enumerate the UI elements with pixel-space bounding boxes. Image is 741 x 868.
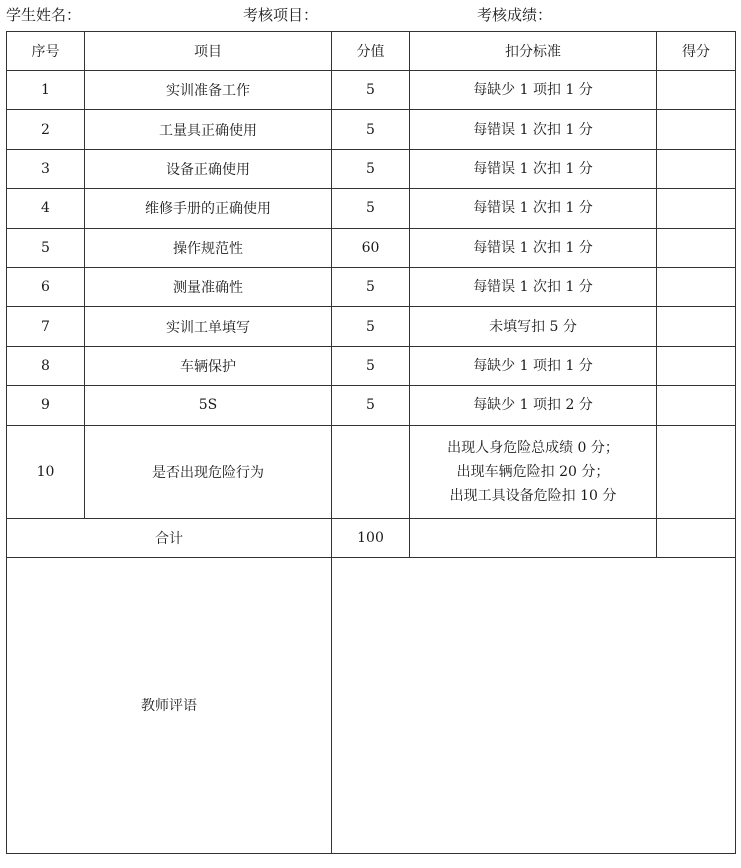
row-points: 5 — [332, 71, 410, 110]
row-no: 1 — [7, 71, 85, 110]
row-score[interactable] — [657, 307, 736, 346]
row-item: 车辆保护 — [85, 346, 332, 385]
criteria-line: 出现人身危险总成绩 0 分； — [447, 439, 619, 456]
row-item: 5S — [85, 386, 332, 425]
row-no: 6 — [7, 267, 85, 306]
table-row — [7, 110, 736, 149]
row-no: 9 — [7, 386, 85, 425]
row-points: 5 — [332, 110, 410, 149]
total-score-cell[interactable] — [657, 518, 736, 557]
row-score[interactable] — [657, 189, 736, 228]
criteria-line: 每错误 1 次扣 1 分 — [473, 279, 593, 296]
header-score: 得分 — [657, 32, 736, 71]
row-criteria — [410, 386, 657, 425]
row-points: 5 — [332, 386, 410, 425]
header-item: 项目 — [85, 32, 332, 71]
criteria-line: 每错误 1 次扣 1 分 — [473, 121, 593, 138]
row-item: 实训工单填写 — [85, 307, 332, 346]
comment-field[interactable] — [332, 557, 736, 853]
criteria-line: 出现车辆危险扣 20 分； — [456, 463, 610, 480]
row-points: 5 — [332, 307, 410, 346]
row-item: 维修手册的正确使用 — [85, 189, 332, 228]
row-no: 8 — [7, 346, 85, 385]
row-criteria — [410, 71, 657, 110]
header-criteria: 扣分标准 — [410, 32, 657, 71]
row-points: 5 — [332, 149, 410, 188]
criteria-line: 每错误 1 次扣 1 分 — [473, 160, 593, 177]
criteria-line: 每缺少 1 项扣 1 分 — [473, 82, 593, 99]
total-criteria-cell — [410, 518, 657, 557]
row-points: 5 — [332, 189, 410, 228]
criteria-line: 每缺少 1 项扣 2 分 — [473, 397, 593, 414]
total-points: 100 — [332, 518, 410, 557]
row-no: 2 — [7, 110, 85, 149]
row-item: 测量准确性 — [85, 267, 332, 306]
row-no: 3 — [7, 149, 85, 188]
row-no: 4 — [7, 189, 85, 228]
row-criteria — [410, 425, 657, 518]
row-score[interactable] — [657, 267, 736, 306]
header-points: 分值 — [332, 32, 410, 71]
comment-label: 教师评语 — [7, 557, 332, 853]
row-no: 7 — [7, 307, 85, 346]
table-header-row — [7, 32, 736, 71]
row-score[interactable] — [657, 110, 736, 149]
student-name-label: 学生姓名： — [6, 6, 82, 24]
evaluation-table — [6, 31, 736, 854]
row-score[interactable] — [657, 71, 736, 110]
row-criteria — [410, 189, 657, 228]
criteria-line: 出现工具设备危险扣 10 分 — [449, 487, 617, 504]
row-points: 5 — [332, 267, 410, 306]
table-row — [7, 386, 736, 425]
criteria-line: 每缺少 1 项扣 1 分 — [473, 357, 593, 374]
criteria-line: 每错误 1 次扣 1 分 — [473, 200, 593, 217]
comment-row — [7, 557, 736, 853]
form-header — [0, 4, 741, 26]
row-item: 是否出现危险行为 — [85, 425, 332, 518]
row-score[interactable] — [657, 386, 736, 425]
criteria-line: 未填写扣 5 分 — [489, 318, 577, 335]
row-no: 10 — [7, 425, 85, 518]
score-label: 考核成绩： — [477, 6, 553, 24]
table-row — [7, 149, 736, 188]
row-criteria — [410, 228, 657, 267]
total-label: 合计 — [7, 518, 332, 557]
table-row — [7, 71, 736, 110]
row-no: 5 — [7, 228, 85, 267]
table-row — [7, 425, 736, 518]
row-score[interactable] — [657, 346, 736, 385]
row-points: 60 — [332, 228, 410, 267]
row-criteria — [410, 307, 657, 346]
row-item: 实训准备工作 — [85, 71, 332, 110]
total-row — [7, 518, 736, 557]
row-score[interactable] — [657, 228, 736, 267]
row-criteria — [410, 149, 657, 188]
table-row — [7, 346, 736, 385]
row-points — [332, 425, 410, 518]
row-item: 设备正确使用 — [85, 149, 332, 188]
row-criteria — [410, 267, 657, 306]
row-item: 操作规范性 — [85, 228, 332, 267]
row-criteria — [410, 346, 657, 385]
table-row — [7, 267, 736, 306]
row-score[interactable] — [657, 149, 736, 188]
row-score[interactable] — [657, 425, 736, 518]
project-label: 考核项目： — [243, 6, 319, 24]
table-row — [7, 307, 736, 346]
criteria-line: 每错误 1 次扣 1 分 — [473, 239, 593, 256]
row-item: 工量具正确使用 — [85, 110, 332, 149]
table-row — [7, 189, 736, 228]
row-criteria — [410, 110, 657, 149]
header-no: 序号 — [7, 32, 85, 71]
table-row — [7, 228, 736, 267]
row-points: 5 — [332, 346, 410, 385]
table-body — [7, 71, 736, 519]
